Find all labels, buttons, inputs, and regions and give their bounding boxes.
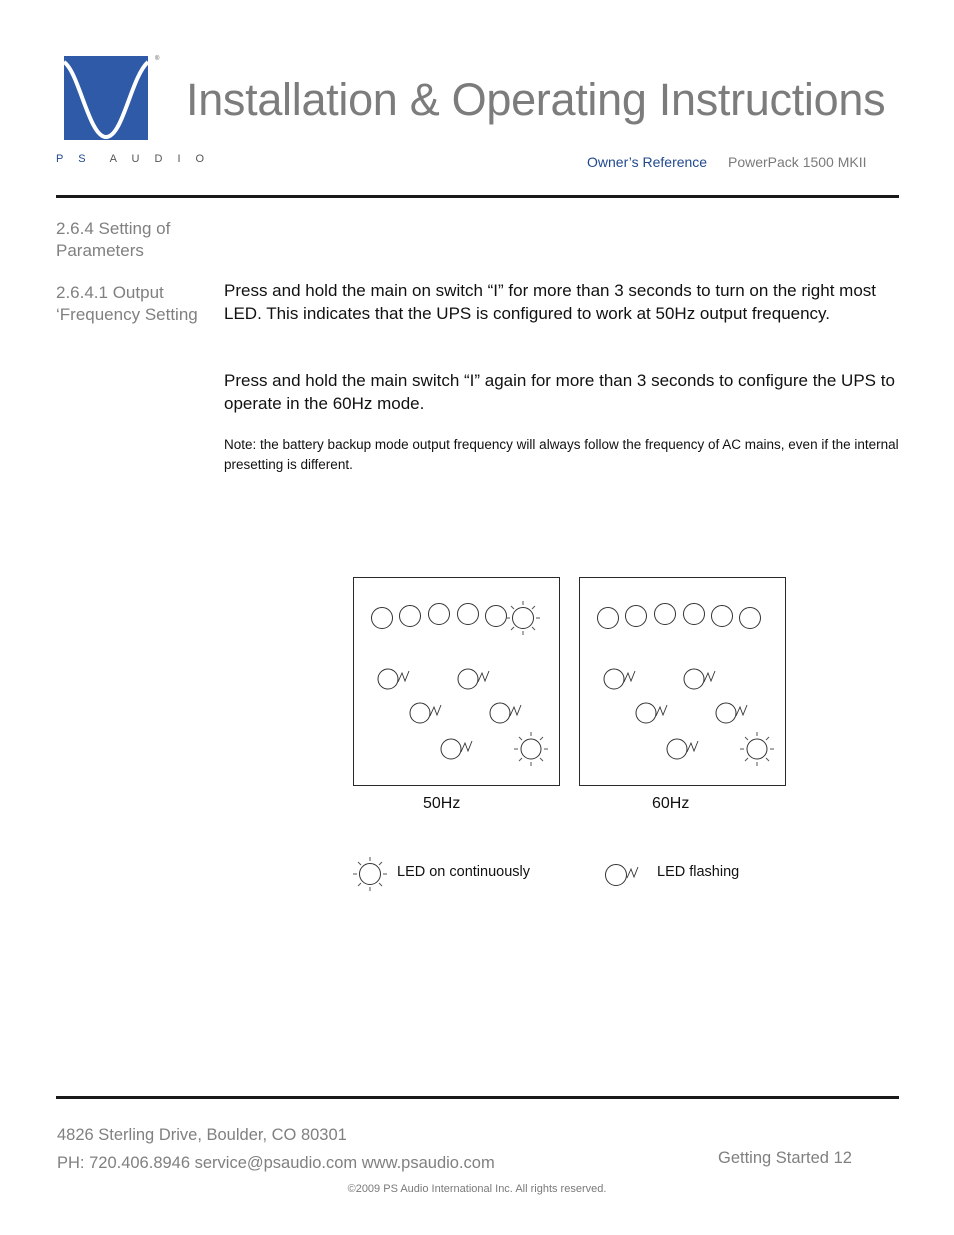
header-divider (56, 195, 899, 198)
led-flashing-icon (603, 859, 647, 889)
ps-audio-logo-icon (57, 52, 163, 144)
led-panel-50hz (353, 577, 560, 786)
logo-wordmark-audio: A U D I O (109, 153, 211, 165)
page-indicator: Getting Started 12 (718, 1149, 852, 1167)
instruction-paragraph-1: Press and hold the main on switch “I” for more than 3 seconds to turn on the right most LED. This indicates that the UPS is configured to work at 50Hz output frequency. (224, 281, 876, 323)
led-panel-60hz (579, 577, 786, 786)
panel-label-50hz: 50Hz (423, 795, 461, 812)
product-name: PowerPack 1500 MKII (728, 154, 867, 170)
logo-wordmark-ps: P S (56, 153, 92, 165)
footer-address: 4826 Sterling Drive, Boulder, CO 80301 (57, 1126, 347, 1144)
page-title: Installation & Operating Instructions (186, 74, 886, 125)
led-panel-60hz-drawing (580, 578, 784, 784)
svg-text:®: ® (155, 56, 160, 62)
footer-divider (56, 1096, 899, 1099)
instruction-paragraph-2: Press and hold the main switch “I” again for more than 3 seconds to configure the UPS to operate in the 60Hz mode. (224, 371, 895, 413)
copyright-notice: ©2009 PS Audio International Inc. All rights reserved. (347, 1183, 607, 1195)
note-text: Note: the battery backup mode output frequency will always follow the frequency of AC mains, even if the internal presetting is different. (224, 437, 899, 472)
legend-led-flashing-label: LED flashing (657, 864, 740, 880)
led-on-icon (350, 855, 390, 893)
subsection-heading: 2.6.4.1 Output ‘Frequency Setting (56, 283, 198, 324)
led-panel-50hz-drawing (354, 578, 558, 784)
section-heading: 2.6.4 Setting of Parameters (56, 219, 171, 260)
footer-contact: PH: 720.406.8946 service@psaudio.com www.psaudio.com (57, 1154, 495, 1172)
panel-label-60hz: 60Hz (652, 795, 690, 812)
logo-wordmark (56, 153, 210, 165)
legend-led-on-label: LED on continuously (397, 864, 530, 880)
owners-reference-label: Owner’s Reference (587, 154, 708, 170)
